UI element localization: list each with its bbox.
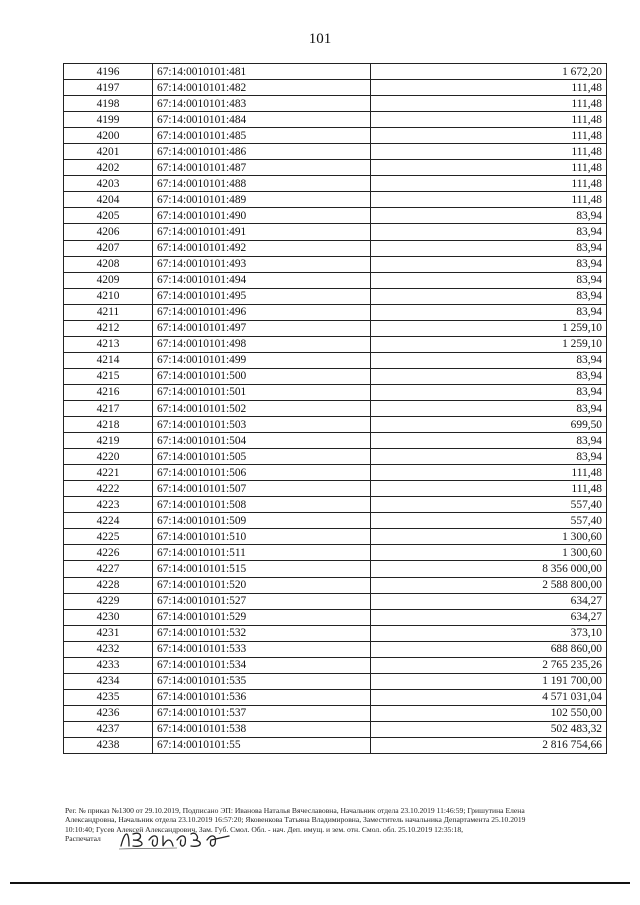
table-row bbox=[64, 224, 607, 240]
table-row bbox=[64, 368, 607, 384]
table-row bbox=[64, 400, 607, 416]
table-row bbox=[64, 737, 607, 753]
table-row bbox=[64, 256, 607, 272]
cadastral-number-cell: 67:14:0010101:496 bbox=[153, 304, 371, 320]
table-row bbox=[64, 529, 607, 545]
cadastral-number-cell: 67:14:0010101:482 bbox=[153, 80, 371, 96]
row-number-cell: 4236 bbox=[64, 705, 153, 721]
cadastral-number-cell: 67:14:0010101:492 bbox=[153, 240, 371, 256]
row-number-cell: 4237 bbox=[64, 721, 153, 737]
row-number-cell: 4204 bbox=[64, 192, 153, 208]
cadastral-number-cell: 67:14:0010101:504 bbox=[153, 433, 371, 449]
cadastral-number-cell: 67:14:0010101:520 bbox=[153, 577, 371, 593]
cadastral-number-cell: 67:14:0010101:498 bbox=[153, 336, 371, 352]
row-number-cell: 4196 bbox=[64, 64, 153, 80]
cadastral-number-cell: 67:14:0010101:534 bbox=[153, 657, 371, 673]
cadastral-number-cell: 67:14:0010101:490 bbox=[153, 208, 371, 224]
cadastral-number-cell: 67:14:0010101:515 bbox=[153, 561, 371, 577]
amount-cell: 111,48 bbox=[371, 481, 607, 497]
amount-cell: 83,94 bbox=[371, 288, 607, 304]
cadastral-number-cell: 67:14:0010101:535 bbox=[153, 673, 371, 689]
row-number-cell: 4201 bbox=[64, 144, 153, 160]
amount-cell: 83,94 bbox=[371, 352, 607, 368]
amount-cell: 83,94 bbox=[371, 384, 607, 400]
cadastral-number-cell: 67:14:0010101:533 bbox=[153, 641, 371, 657]
footer-line-4: Распечатал bbox=[65, 834, 101, 844]
row-number-cell: 4199 bbox=[64, 112, 153, 128]
amount-cell: 111,48 bbox=[371, 160, 607, 176]
amount-cell: 634,27 bbox=[371, 609, 607, 625]
handwritten-signature bbox=[117, 826, 232, 852]
amount-cell: 688 860,00 bbox=[371, 641, 607, 657]
row-number-cell: 4211 bbox=[64, 304, 153, 320]
row-number-cell: 4228 bbox=[64, 577, 153, 593]
table-row bbox=[64, 465, 607, 481]
table-row bbox=[64, 513, 607, 529]
table-row bbox=[64, 417, 607, 433]
table-row bbox=[64, 128, 607, 144]
amount-cell: 83,94 bbox=[371, 224, 607, 240]
cadastral-number-cell: 67:14:0010101:487 bbox=[153, 160, 371, 176]
table-body bbox=[64, 64, 607, 754]
table-row bbox=[64, 481, 607, 497]
amount-cell: 4 571 031,04 bbox=[371, 689, 607, 705]
amount-cell: 557,40 bbox=[371, 513, 607, 529]
cadastral-number-cell: 67:14:0010101:501 bbox=[153, 384, 371, 400]
cadastral-number-cell: 67:14:0010101:538 bbox=[153, 721, 371, 737]
amount-cell: 2 765 235,26 bbox=[371, 657, 607, 673]
row-number-cell: 4214 bbox=[64, 352, 153, 368]
row-number-cell: 4210 bbox=[64, 288, 153, 304]
table-row bbox=[64, 176, 607, 192]
table-row bbox=[64, 433, 607, 449]
table-row bbox=[64, 561, 607, 577]
amount-cell: 1 191 700,00 bbox=[371, 673, 607, 689]
table-row bbox=[64, 689, 607, 705]
cadastral-number-cell: 67:14:0010101:55 bbox=[153, 737, 371, 753]
table-row bbox=[64, 593, 607, 609]
footer-line-3: 10:10:40; Гусев Алексей Александрович, Зам. Губ. Смол. Обл. - нач. Деп. имущ. и зем. отн. Смол. обл. 25.10.2019 12:35:18, bbox=[65, 824, 464, 834]
amount-cell: 111,48 bbox=[371, 112, 607, 128]
row-number-cell: 4225 bbox=[64, 529, 153, 545]
page-number: 101 bbox=[308, 31, 332, 47]
amount-cell: 83,94 bbox=[371, 272, 607, 288]
amount-cell: 502 483,32 bbox=[371, 721, 607, 737]
row-number-cell: 4221 bbox=[64, 465, 153, 481]
table-row bbox=[64, 577, 607, 593]
amount-cell: 1 672,20 bbox=[371, 64, 607, 80]
amount-cell: 83,94 bbox=[371, 256, 607, 272]
row-number-cell: 4200 bbox=[64, 128, 153, 144]
table-row bbox=[64, 384, 607, 400]
amount-cell: 111,48 bbox=[371, 128, 607, 144]
table-row bbox=[64, 673, 607, 689]
table-row bbox=[64, 304, 607, 320]
cadastral-number-cell: 67:14:0010101:481 bbox=[153, 64, 371, 80]
table-row bbox=[64, 112, 607, 128]
table-row bbox=[64, 641, 607, 657]
amount-cell: 111,48 bbox=[371, 80, 607, 96]
bottom-rule bbox=[10, 882, 630, 884]
cadastral-number-cell: 67:14:0010101:537 bbox=[153, 705, 371, 721]
amount-cell: 699,50 bbox=[371, 417, 607, 433]
cadastral-number-cell: 67:14:0010101:510 bbox=[153, 529, 371, 545]
amount-cell: 1 259,10 bbox=[371, 336, 607, 352]
amount-cell: 83,94 bbox=[371, 400, 607, 416]
row-number-cell: 4203 bbox=[64, 176, 153, 192]
cadastral-number-cell: 67:14:0010101:505 bbox=[153, 449, 371, 465]
cadastral-number-cell: 67:14:0010101:527 bbox=[153, 593, 371, 609]
amount-cell: 83,94 bbox=[371, 449, 607, 465]
amount-cell: 634,27 bbox=[371, 593, 607, 609]
row-number-cell: 4222 bbox=[64, 481, 153, 497]
row-number-cell: 4202 bbox=[64, 160, 153, 176]
amount-cell: 102 550,00 bbox=[371, 705, 607, 721]
cadastral-number-cell: 67:14:0010101:507 bbox=[153, 481, 371, 497]
table-row bbox=[64, 657, 607, 673]
row-number-cell: 4217 bbox=[64, 400, 153, 416]
row-number-cell: 4224 bbox=[64, 513, 153, 529]
cadastral-number-cell: 67:14:0010101:486 bbox=[153, 144, 371, 160]
table-row bbox=[64, 609, 607, 625]
cadastral-number-cell: 67:14:0010101:494 bbox=[153, 272, 371, 288]
row-number-cell: 4218 bbox=[64, 417, 153, 433]
table-row bbox=[64, 80, 607, 96]
row-number-cell: 4216 bbox=[64, 384, 153, 400]
footer-line-1: Рег. № приказ №1300 от 29.10.2019, Подписано ЭП: Иванова Наталья Вячеславовна, Начальник отдела 23.10.2019 11:46:59; Гришутина Елена bbox=[65, 806, 525, 815]
row-number-cell: 4223 bbox=[64, 497, 153, 513]
amount-cell: 83,94 bbox=[371, 304, 607, 320]
cadastral-number-cell: 67:14:0010101:489 bbox=[153, 192, 371, 208]
cadastral-number-cell: 67:14:0010101:493 bbox=[153, 256, 371, 272]
cadastral-number-cell: 67:14:0010101:483 bbox=[153, 96, 371, 112]
amount-cell: 8 356 000,00 bbox=[371, 561, 607, 577]
table-row bbox=[64, 352, 607, 368]
amount-cell: 1 300,60 bbox=[371, 529, 607, 545]
table-row bbox=[64, 320, 607, 336]
row-number-cell: 4229 bbox=[64, 593, 153, 609]
cadastral-number-cell: 67:14:0010101:491 bbox=[153, 224, 371, 240]
amount-cell: 557,40 bbox=[371, 497, 607, 513]
cadastral-number-cell: 67:14:0010101:485 bbox=[153, 128, 371, 144]
table-row bbox=[64, 449, 607, 465]
amount-cell: 2 816 754,66 bbox=[371, 737, 607, 753]
row-number-cell: 4197 bbox=[64, 80, 153, 96]
table-row bbox=[64, 160, 607, 176]
amount-cell: 1 259,10 bbox=[371, 320, 607, 336]
amount-cell: 111,48 bbox=[371, 96, 607, 112]
row-number-cell: 4230 bbox=[64, 609, 153, 625]
row-number-cell: 4208 bbox=[64, 256, 153, 272]
cadastral-number-cell: 67:14:0010101:502 bbox=[153, 400, 371, 416]
table-row bbox=[64, 64, 607, 80]
amount-cell: 83,94 bbox=[371, 368, 607, 384]
row-number-cell: 4206 bbox=[64, 224, 153, 240]
table-row bbox=[64, 721, 607, 737]
row-number-cell: 4232 bbox=[64, 641, 153, 657]
table-row bbox=[64, 240, 607, 256]
amount-cell: 111,48 bbox=[371, 144, 607, 160]
cadastral-table bbox=[63, 63, 607, 754]
table-row bbox=[64, 144, 607, 160]
cadastral-number-cell: 67:14:0010101:508 bbox=[153, 497, 371, 513]
table-row bbox=[64, 336, 607, 352]
amount-cell: 83,94 bbox=[371, 240, 607, 256]
amount-cell: 2 588 800,00 bbox=[371, 577, 607, 593]
table-row bbox=[64, 208, 607, 224]
table-row bbox=[64, 288, 607, 304]
cadastral-number-cell: 67:14:0010101:506 bbox=[153, 465, 371, 481]
row-number-cell: 4235 bbox=[64, 689, 153, 705]
cadastral-number-cell: 67:14:0010101:495 bbox=[153, 288, 371, 304]
table-row bbox=[64, 192, 607, 208]
footer-line-2: Александровна, Начальник отдела 23.10.2019 16:57:20; Яковенкова Татьяна Владимировна, Заместитель начальника Департамента 25.10.2019 bbox=[65, 815, 526, 825]
cadastral-number-cell: 67:14:0010101:497 bbox=[153, 320, 371, 336]
row-number-cell: 4215 bbox=[64, 368, 153, 384]
amount-cell: 83,94 bbox=[371, 433, 607, 449]
row-number-cell: 4231 bbox=[64, 625, 153, 641]
row-number-cell: 4238 bbox=[64, 737, 153, 753]
cadastral-number-cell: 67:14:0010101:484 bbox=[153, 112, 371, 128]
row-number-cell: 4226 bbox=[64, 545, 153, 561]
row-number-cell: 4227 bbox=[64, 561, 153, 577]
table-row bbox=[64, 625, 607, 641]
row-number-cell: 4233 bbox=[64, 657, 153, 673]
table-row bbox=[64, 272, 607, 288]
amount-cell: 373,10 bbox=[371, 625, 607, 641]
row-number-cell: 4207 bbox=[64, 240, 153, 256]
row-number-cell: 4198 bbox=[64, 96, 153, 112]
row-number-cell: 4219 bbox=[64, 433, 153, 449]
row-number-cell: 4234 bbox=[64, 673, 153, 689]
row-number-cell: 4209 bbox=[64, 272, 153, 288]
table-row bbox=[64, 497, 607, 513]
cadastral-number-cell: 67:14:0010101:509 bbox=[153, 513, 371, 529]
table-row bbox=[64, 545, 607, 561]
amount-cell: 83,94 bbox=[371, 208, 607, 224]
cadastral-number-cell: 67:14:0010101:536 bbox=[153, 689, 371, 705]
amount-cell: 111,48 bbox=[371, 176, 607, 192]
amount-cell: 111,48 bbox=[371, 465, 607, 481]
row-number-cell: 4220 bbox=[64, 449, 153, 465]
cadastral-number-cell: 67:14:0010101:503 bbox=[153, 417, 371, 433]
table-row bbox=[64, 705, 607, 721]
cadastral-number-cell: 67:14:0010101:499 bbox=[153, 352, 371, 368]
amount-cell: 111,48 bbox=[371, 192, 607, 208]
cadastral-number-cell: 67:14:0010101:511 bbox=[153, 545, 371, 561]
cadastral-number-cell: 67:14:0010101:532 bbox=[153, 625, 371, 641]
row-number-cell: 4205 bbox=[64, 208, 153, 224]
cadastral-number-cell: 67:14:0010101:500 bbox=[153, 368, 371, 384]
row-number-cell: 4212 bbox=[64, 320, 153, 336]
cadastral-number-cell: 67:14:0010101:529 bbox=[153, 609, 371, 625]
table-row bbox=[64, 96, 607, 112]
amount-cell: 1 300,60 bbox=[371, 545, 607, 561]
row-number-cell: 4213 bbox=[64, 336, 153, 352]
cadastral-number-cell: 67:14:0010101:488 bbox=[153, 176, 371, 192]
